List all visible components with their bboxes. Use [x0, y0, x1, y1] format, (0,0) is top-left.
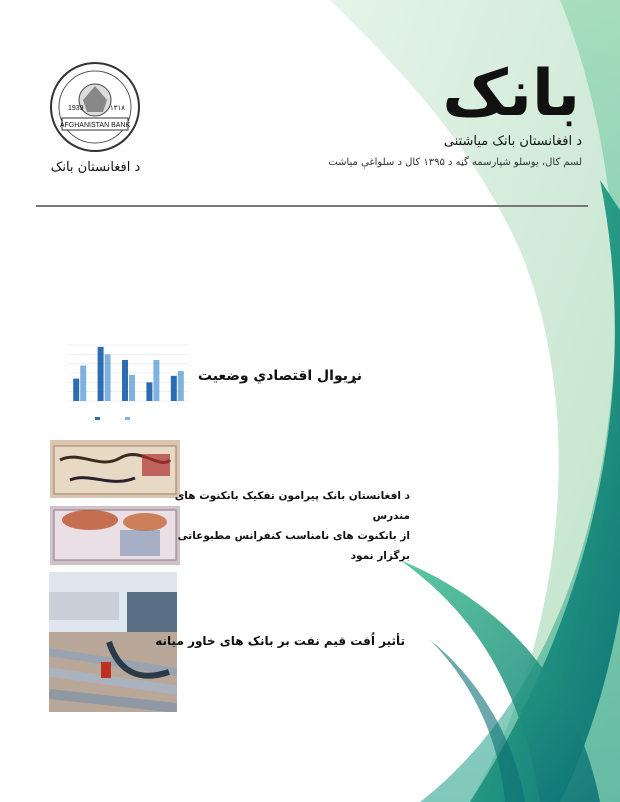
magazine-subtitle: د افغانستان بانک میاشتنی — [443, 134, 582, 149]
bank-name: د افغانستان بانک — [50, 160, 141, 175]
masthead-logo: بانک — [442, 57, 580, 131]
chart-legend-swatch — [95, 417, 100, 420]
chart-bar — [73, 379, 79, 401]
bank-seal-logo — [48, 60, 142, 154]
header-divider — [36, 205, 588, 207]
issue-info: لسم کال، یوسلو شپارسمه گڼه د ۱۳۹۵ کال د سلواغې میاشت — [328, 157, 582, 168]
chart-bar — [98, 347, 104, 401]
chart-legend-swatch — [125, 417, 130, 420]
seal-english-text: AFGHANISTAN BANK — [59, 122, 131, 129]
chart-bar — [80, 366, 86, 401]
seal-year-right: ۱۳۱۸ — [110, 105, 126, 112]
chart-bar — [171, 376, 177, 401]
chart-bar — [153, 360, 159, 401]
story-title-banknotes-line2: از بانکنوت های نامناسب کنفرانس مطبوعاتی برگزار نمود — [177, 530, 410, 562]
story-title-oil-prices: تأثیر اُفت قیم نفت بر بانک های خاور میانه — [155, 634, 405, 648]
story-title-banknotes-line1: د افغانستان بانک پیرامون تفکیک بانکنوت های مندرس — [174, 490, 410, 522]
chart-bar — [129, 375, 135, 401]
chart-bar — [122, 360, 128, 401]
chart-bar — [146, 382, 152, 401]
seal-year-left: 1939 — [68, 105, 84, 112]
story-title-economy: نړیوال اقتصادي وضعیت — [197, 368, 362, 384]
chart-bar — [178, 371, 184, 401]
economic-chart-thumbnail — [49, 337, 194, 425]
story-title-banknotes — [150, 486, 410, 566]
chart-bar — [105, 354, 111, 401]
